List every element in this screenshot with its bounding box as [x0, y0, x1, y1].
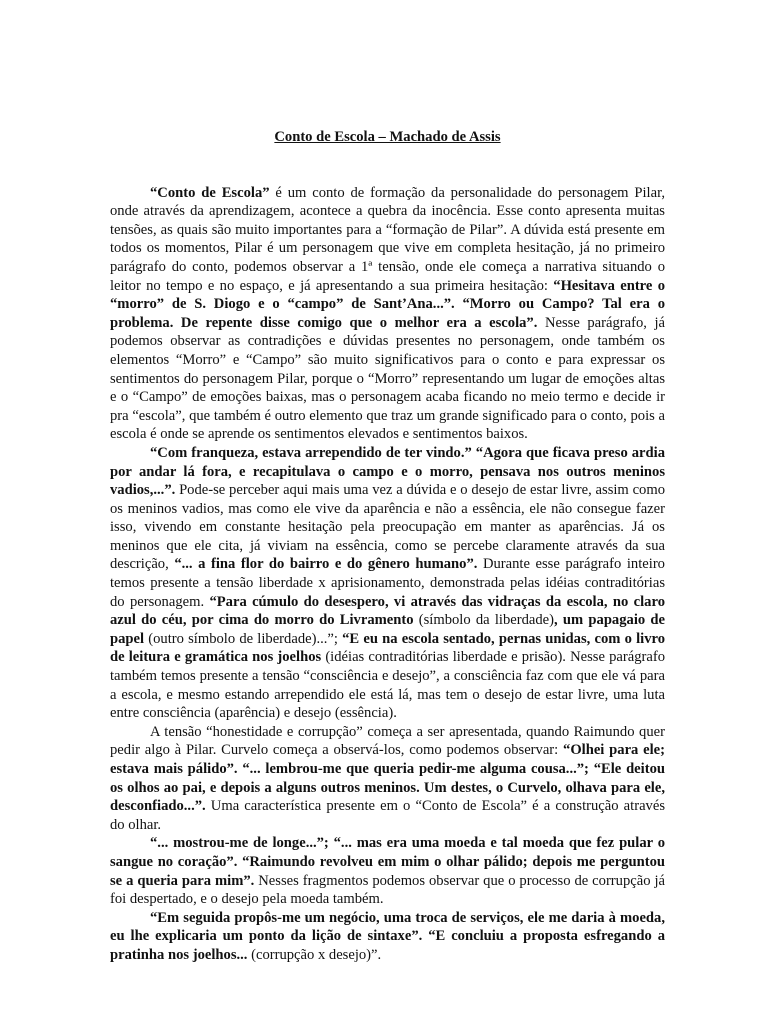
paragraph-text: Uma característica presente em o “Conto de Escola” é a construção através do olhar. — [110, 798, 665, 833]
quoted-excerpt: “Em seguida propôs-me um negócio, uma troca de serviços, ele me daria à moeda, eu lhe explicaria um ponto da lição de sintaxe”. “E concluiu a proposta esfregando a pratinha nos joelhos... — [110, 909, 665, 963]
document-title: Conto de Escola – Machado de Assis — [274, 129, 501, 145]
quoted-excerpt: “... a fina flor do bairro e do gênero humano”. — [174, 556, 478, 573]
paragraph-3 — [110, 723, 665, 835]
quoted-excerpt: “Com franqueza, estava arrependido de ter vindo.” “Agora que ficava preso ardia por andar lá fora, e recapitulava o campo e o morro, pensava nos outros meninos vadios,...”. — [110, 444, 665, 499]
paragraph-text: Pode-se perceber aqui mais uma vez a dúvida e o desejo de estar livre, assim como os meninos vadios, mas como ele vive da aparência e não a essência, ele não consegue fazer isso, vivendo em constante hesitação pela preocupação em manter as aparências. Já os meninos que ele cita, já viviam na essência, como se percebe claramente através da sua descrição, — [110, 482, 665, 573]
paragraph-text: é um conto de formação da personalidade do personagem Pilar, onde através da aprendizagem, acontece a quebra da inocência. Esse conto apresenta muitas tensões, as quais são muito importantes para a “formação de Pilar”. A dúvida está presente em todos os momentos, Pilar é um personagem que vive em completa hesitação, já no primeiro parágrafo do conto, podemos observar a 1ª tensão, onde ele começa a narrativa situando o leitor no tempo e no espaço, e já apresentando a sua primeira hesitação: — [110, 184, 666, 294]
paragraph-4 — [110, 834, 665, 908]
paragraph-text: A tensão “honestidade e corrupção” começa a ser apresentada, quando Raimundo quer pedir algo à Pilar. Curvelo começa a observá-los, como podemos observar: — [110, 723, 665, 759]
quoted-excerpt: , um papagaio de papel — [110, 612, 665, 647]
paragraph-1 — [110, 184, 665, 444]
paragraph-text: Nesse parágrafo, já podemos observar as contradições e dúvidas presentes no personagem, onde também os elementos “Morro” e “Campo” são muito significativos para o conto e para expressar os sentimentos do personagem Pilar, porque o “Morro” representando um lugar de emoções altas e o “Campo” de emoções baixas, mas o personagem acaba ficando no meio termo e decide ir pra “escola”, que também é outro elemento que traz um grande significado para o conto, pois a escola é onde se aprende os sentimentos elevados e sentimentos baixos. — [110, 314, 665, 443]
paragraph-text: (outro símbolo de liberdade)...”; — [144, 630, 343, 647]
quoted-excerpt: “E eu na escola sentado, pernas unidas, com o livro de leitura e gramática nos joelhos — [110, 630, 666, 666]
quoted-excerpt: “Olhei para ele; estava mais pálido”. “... lembrou-me que queria pedir-me alguma cousa...”; “Ele deitou os olhos ao pai, e depois a alguns outros meninos. Um destes, o Curvelo, olhava para ele, desconfiado...”. — [110, 742, 665, 815]
quoted-excerpt: “Conto de Escola” — [150, 184, 270, 201]
paragraph-text: Durante esse parágrafo inteiro temos presente a tensão liberdade x aprisionamento, demonstrada pelas idéias contraditórias do personagem. — [110, 556, 665, 610]
paragraph-text: Nesses fragmentos podemos observar que o processo de corrupção já foi despertado, e o desejo pela moeda também. — [110, 872, 665, 908]
paragraph-5 — [110, 909, 665, 965]
quoted-excerpt: “Para cúmulo do desespero, vi através das vidraças da escola, no claro azul do céu, por cima do morro do Livramento — [110, 593, 665, 629]
paragraph-text: (idéias contraditórias liberdade e prisão). Nesse parágrafo também temos presente a tensão “consciência e desejo”, a consciência faz com que ele vá para a escola, e mesmo estando arrependido ele está lá, mas tem o desejo de estar livre, uma luta entre consciência (aparência) e desejo (essência). — [110, 649, 665, 722]
paragraph-text: (símbolo da liberdade) — [413, 612, 555, 629]
quoted-excerpt: “... mostrou-me de longe...”; “... mas era uma moeda e tal moeda que fez pular o sangue no coração”. “Raimundo revolveu em mim o olhar pálido; depois me perguntou se a queria para mim”. — [110, 835, 665, 889]
quoted-excerpt: “Hesitava entre o “morro” de S. Diogo e o “campo” de Sant’Ana...”. “Morro ou Campo? Tal era o problema. De repente disse comigo que o melhor era a escola”. — [110, 277, 665, 331]
document-page — [110, 128, 665, 965]
document-body — [110, 184, 665, 965]
paragraph-2 — [110, 444, 665, 723]
paragraph-text: (corrupção x desejo)”. — [247, 946, 382, 963]
